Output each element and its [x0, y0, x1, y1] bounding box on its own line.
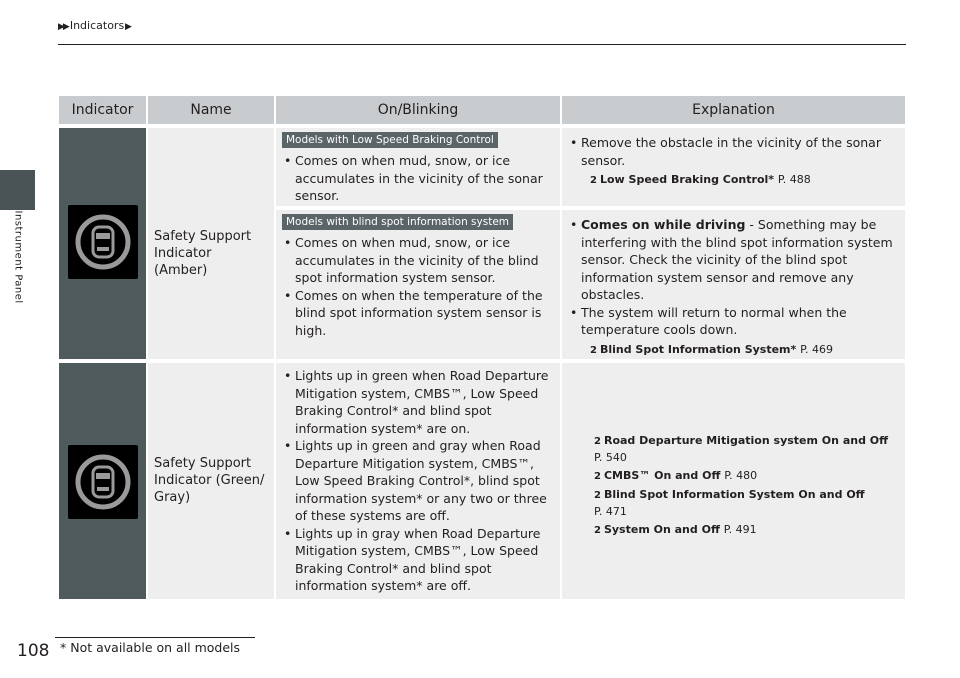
footnote: * Not available on all models [60, 640, 241, 655]
cross-reference[interactable]: 2 Blind Spot Information System On and Off P. 471 [594, 488, 865, 518]
reference-arrow-icon: 2 [594, 490, 601, 501]
col-on-blinking: On/Blinking [276, 96, 562, 124]
name-cell [148, 359, 276, 599]
indicator-name: Safety Support Indicator (Green/ Gray) [154, 456, 265, 505]
cross-reference[interactable]: 2 Road Departure Mitigation system On and Off P. 540 [594, 434, 889, 464]
list-item: • The system will return to normal when the temperature cools down. [570, 304, 897, 339]
on-blinking-cell [276, 124, 562, 206]
side-label: Instrument Panel [12, 210, 24, 304]
header-rule [58, 44, 906, 45]
footnote-rule [55, 637, 255, 638]
cross-reference[interactable]: 2 System On and Off P. 491 [594, 522, 899, 539]
table-header-row [59, 96, 905, 124]
car-shield-icon [68, 445, 138, 519]
model-tag: Models with blind spot information system [282, 214, 513, 230]
indicator-cell [59, 124, 148, 359]
list-item: • Comes on when the temperature of the blind spot information system sensor is high. [284, 287, 552, 340]
table-row [59, 359, 905, 599]
cross-reference[interactable]: 2 Blind Spot Information System* P. 469 [562, 341, 905, 360]
col-indicator: Indicator [59, 96, 148, 124]
on-blinking-cell [276, 206, 562, 359]
reference-arrow-icon: 2 [594, 436, 601, 447]
model-tag: Models with Low Speed Braking Control [282, 132, 498, 148]
list-item: • Comes on when mud, snow, or ice accumulates in the vicinity of the sonar sensor. [284, 152, 552, 205]
reference-arrow-icon: 2 [590, 344, 597, 356]
col-name: Name [148, 96, 276, 124]
explanation-cell [562, 359, 905, 599]
page-number: 108 [17, 641, 50, 661]
list-item: • Comes on while driving - Something may be interfering with the blind spot information system sensor. Check the vicinity of the blind spot information system sensor and remove any obstacles. [570, 216, 897, 304]
table-row [59, 124, 905, 206]
car-shield-icon [68, 205, 138, 279]
list-item: • Remove the obstacle in the vicinity of the sonar sensor. [570, 134, 897, 169]
explanation-cell [562, 124, 905, 206]
list-item: • Lights up in green when Road Departure Mitigation system, CMBS™, Low Speed Braking Control* and blind spot information system* are on. [284, 367, 552, 437]
reference-list [562, 363, 905, 539]
name-cell [148, 124, 276, 359]
list-item: • Lights up in gray when Road Departure Mitigation system, CMBS™, Low Speed Braking Control* and blind spot information system* are off. [284, 525, 552, 595]
explanation-cell [562, 206, 905, 359]
section-tab [0, 170, 35, 210]
list-item: • Lights up in green and gray when Road Departure Mitigation system, CMBS™, Low Speed Braking Control*, blind spot information system* or any two or three of these systems are off. [284, 437, 552, 525]
indicator-cell [59, 359, 148, 599]
indicator-table [59, 96, 905, 599]
reference-arrow-icon: 2 [590, 175, 597, 186]
cross-reference[interactable]: 2 Low Speed Braking Control* P. 488 [562, 171, 905, 190]
on-blinking-cell [276, 359, 562, 599]
arrow-icon: ▶ [124, 22, 130, 32]
reference-arrow-icon: 2 [594, 471, 601, 482]
col-explanation: Explanation [562, 96, 905, 124]
reference-arrow-icon: 2 [594, 525, 601, 536]
breadcrumb[interactable]: ▶▶ Indicators ▶ [58, 19, 130, 32]
indicator-name: Safety Support Indicator (Amber) [154, 229, 252, 278]
list-item: • Comes on when mud, snow, or ice accumulates in the vicinity of the blind spot information system sensor. [284, 234, 552, 287]
double-arrow-icon: ▶▶ [58, 22, 68, 32]
cross-reference[interactable]: 2 CMBS™ On and Off P. 480 [594, 468, 899, 485]
